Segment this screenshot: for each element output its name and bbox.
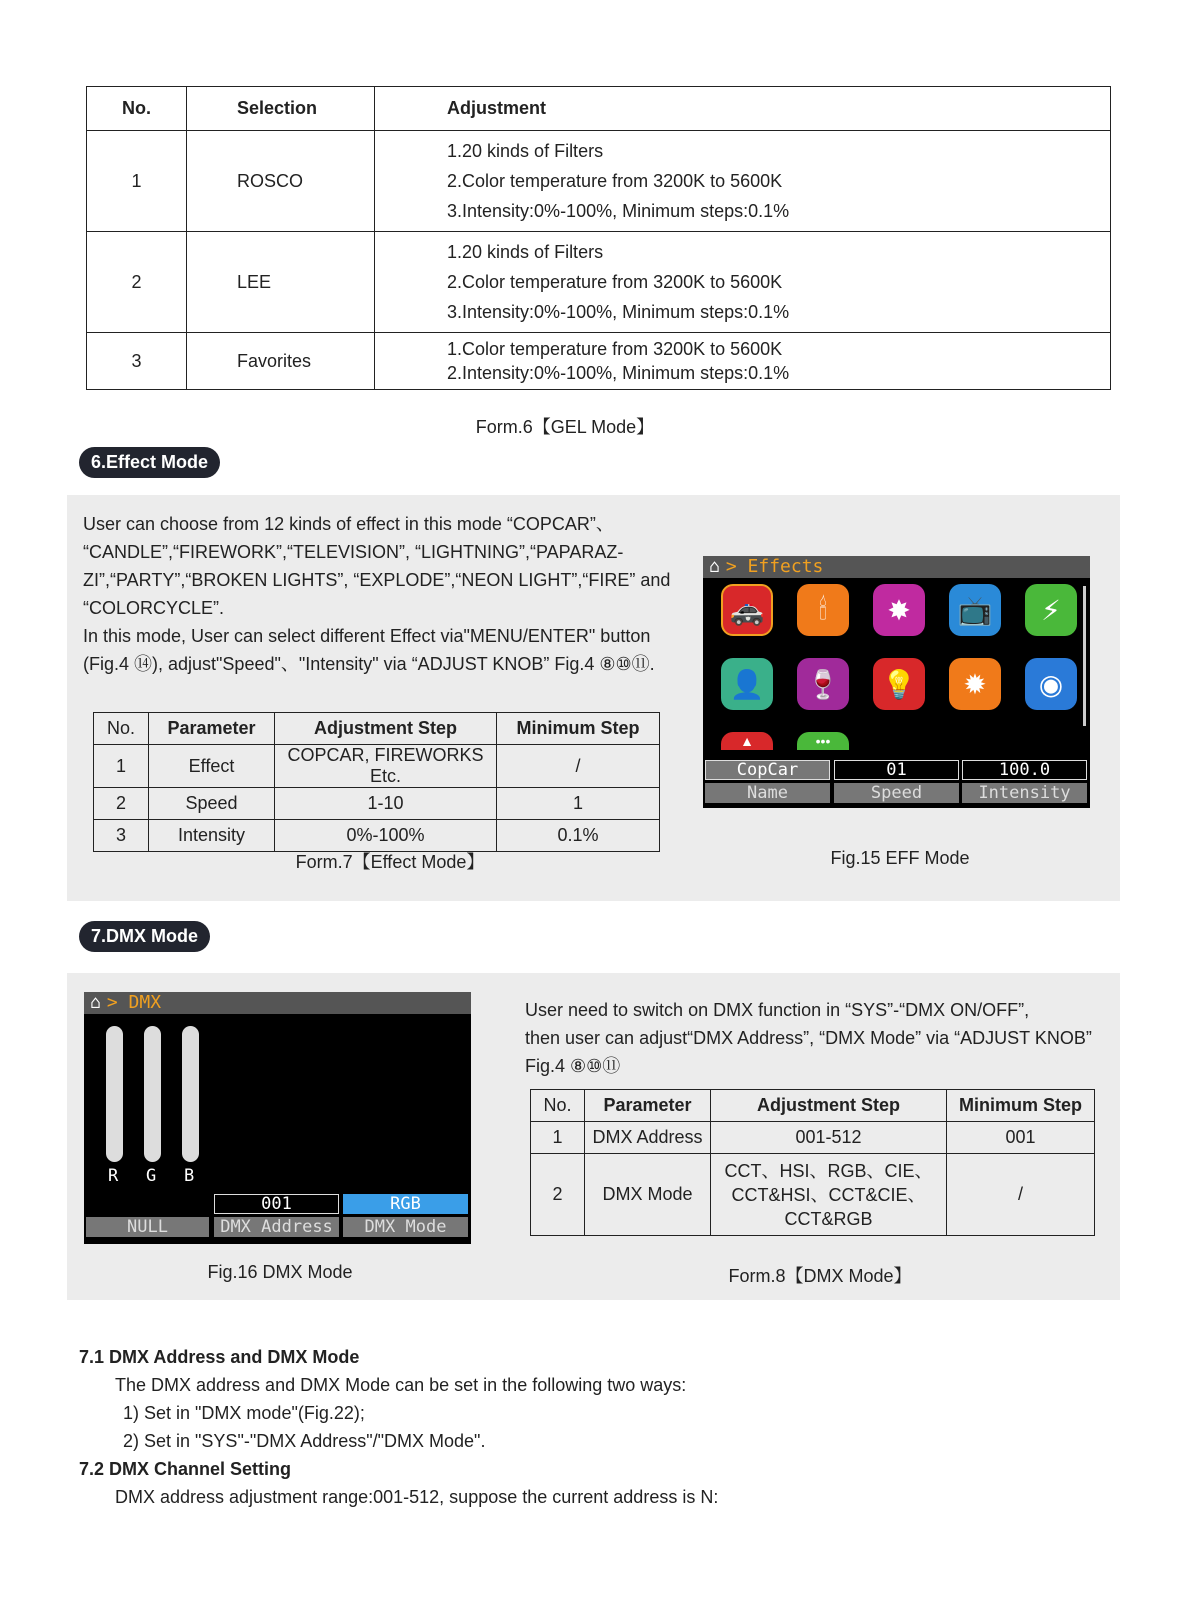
heading-7-1: 7.1 DMX Address and DMX Mode	[79, 1347, 360, 1367]
column-header: Minimum Step	[947, 1090, 1095, 1122]
table-row	[94, 745, 660, 788]
neon-light-effect-icon[interactable]: ◉	[1025, 658, 1077, 710]
column-header: No.	[94, 713, 149, 745]
adjustment-line: 3.Intensity:0%-100%, Minimum steps:0.1%	[447, 201, 790, 221]
green-label: G	[146, 1166, 157, 1186]
television-effect-icon[interactable]: 📺	[949, 584, 1001, 636]
table-cell: 001-512	[711, 1122, 947, 1154]
screen-header	[703, 556, 1090, 578]
dmx-address-label: DMX Address	[214, 1217, 339, 1237]
table-row	[531, 1122, 1095, 1154]
dmx-address-value[interactable]: 001	[214, 1194, 339, 1214]
table-row	[94, 820, 660, 852]
fig15-caption: Fig.15 EFF Mode	[830, 848, 970, 868]
text-line: “COLORCYCLE”.	[83, 598, 225, 618]
text-line: (Fig.4 ⑭), adjust"Speed"、"Intensity" via “ADJUST KNOB” Fig.4 ⑧⑩⑪.	[83, 654, 655, 674]
copcar-effect-icon[interactable]: 🚓	[721, 584, 773, 636]
adjustment-line: 2.Color temperature from 3200K to 5600K	[447, 272, 783, 292]
lightning-effect-icon[interactable]: ⚡	[1025, 584, 1077, 636]
table-header-row	[94, 713, 660, 745]
effects-screen	[703, 556, 1090, 808]
table-cell: 2	[531, 1154, 585, 1236]
text-line: User need to switch on DMX function in “SYS”-“DMX ON/OFF”,	[525, 1000, 1030, 1020]
gel-mode-table	[86, 86, 1111, 390]
blue-label: B	[184, 1166, 195, 1186]
table-row	[87, 131, 1111, 232]
row-adjustment	[375, 131, 1111, 232]
adjustment-line: 1.Color temperature from 3200K to 5600K	[447, 339, 783, 359]
intensity-label: Intensity	[962, 783, 1087, 803]
column-header: No.	[531, 1090, 585, 1122]
row-adjustment	[375, 333, 1111, 390]
paparazzi-effect-icon[interactable]: 👤	[721, 658, 773, 710]
party-effect-icon[interactable]: 🍷	[797, 658, 849, 710]
list-item: 1) Set in "DMX mode"(Fig.22);	[123, 1403, 365, 1423]
column-header: Selection	[187, 87, 375, 131]
text-line: User can choose from 12 kinds of effect in this mode “COPCAR”、	[83, 514, 614, 534]
column-header: Parameter	[585, 1090, 711, 1122]
column-header: Adjustment	[375, 87, 1111, 131]
heading-7-2: 7.2 DMX Channel Setting	[79, 1459, 292, 1479]
table-cell: 001	[947, 1122, 1095, 1154]
effect-paragraph	[83, 510, 683, 678]
firework-effect-icon[interactable]: ✸	[873, 584, 925, 636]
fig16-caption: Fig.16 DMX Mode	[207, 1262, 353, 1282]
colorcycle-effect-icon[interactable]: •••	[797, 732, 849, 750]
column-header: Parameter	[149, 713, 275, 745]
column-header: Adjustment Step	[275, 713, 497, 745]
row-selection: ROSCO	[187, 131, 375, 232]
table-row	[94, 788, 660, 820]
paragraph: DMX address adjustment range:001-512, suppose the current address is N:	[115, 1487, 719, 1507]
step-line: CCT&RGB	[784, 1208, 873, 1229]
table-cell: 1	[531, 1122, 585, 1154]
form8-caption: Form.8【DMX Mode】	[728, 1266, 912, 1286]
table-cell: 1-10	[275, 788, 497, 820]
table-row	[531, 1154, 1095, 1236]
screen-header	[84, 992, 471, 1014]
adjustment-line: 1.20 kinds of Filters	[447, 141, 604, 161]
paragraph: The DMX address and DMX Mode can be set in the following two ways:	[115, 1375, 687, 1395]
step-line: CCT&HSI、CCT&CIE、	[731, 1184, 926, 1205]
text-line: In this mode, User can select different Effect via"MENU/ENTER" button	[83, 626, 651, 646]
dmx-mode-value[interactable]: RGB	[343, 1194, 468, 1214]
home-icon: ⌂	[90, 992, 101, 1013]
text-line: then user can adjust“DMX Address”, “DMX Mode” via “ADJUST KNOB”	[525, 1028, 1092, 1048]
row-selection: LEE	[187, 232, 375, 333]
red-label: R	[108, 1166, 119, 1186]
text-line: ZI”,“PARTY”,“BROKEN LIGHTS”, “EXPLODE”,“NEON LIGHT”,“FIRE” and	[83, 570, 671, 590]
table-cell: Speed	[149, 788, 275, 820]
table-cell: /	[947, 1154, 1095, 1236]
blue-channel-bar[interactable]	[182, 1026, 199, 1162]
table-row	[87, 333, 1111, 390]
dmx-mode-label: DMX Mode	[343, 1217, 468, 1237]
speed-label: Speed	[834, 783, 959, 803]
red-channel-bar[interactable]	[106, 1026, 123, 1162]
broken-lights-effect-icon[interactable]: 💡	[873, 658, 925, 710]
section-title-effect: 6.Effect Mode	[79, 447, 220, 478]
dmx-screen	[84, 992, 471, 1244]
form7-caption: Form.7【Effect Mode】	[295, 852, 485, 872]
row-number: 2	[87, 232, 187, 333]
table-cell: DMX Address	[585, 1122, 711, 1154]
table-header-row	[531, 1090, 1095, 1122]
step-line: CCT、HSI、RGB、CIE、	[724, 1160, 933, 1181]
row-number: 3	[87, 333, 187, 390]
section-title-dmx: 7.DMX Mode	[79, 921, 210, 952]
effect-name-value[interactable]: CopCar	[705, 760, 830, 780]
breadcrumb: > Effects	[725, 556, 824, 577]
form6-caption: Form.6【GEL Mode】	[475, 417, 655, 437]
home-icon: ⌂	[709, 556, 720, 577]
scrollbar[interactable]	[1083, 586, 1086, 726]
column-header: Adjustment Step	[711, 1090, 947, 1122]
column-header: Minimum Step	[497, 713, 660, 745]
table-cell: /	[497, 745, 660, 788]
table-cell	[711, 1154, 947, 1236]
table-cell: 2	[94, 788, 149, 820]
green-channel-bar[interactable]	[144, 1026, 161, 1162]
fire-effect-icon[interactable]: ▲	[721, 732, 773, 750]
row-adjustment	[375, 232, 1111, 333]
table-cell: DMX Mode	[585, 1154, 711, 1236]
table-cell: COPCAR, FIREWORKS Etc.	[275, 745, 497, 788]
intensity-value[interactable]: 100.0	[962, 760, 1087, 780]
table-cell: 0.1%	[497, 820, 660, 852]
adjustment-line: 3.Intensity:0%-100%, Minimum steps:0.1%	[447, 302, 790, 322]
text-line: Fig.4 ⑧⑩⑪	[525, 1056, 621, 1076]
adjustment-line: 1.20 kinds of Filters	[447, 242, 604, 262]
dmx-mode-table	[530, 1089, 1095, 1236]
adjustment-line: 2.Color temperature from 3200K to 5600K	[447, 171, 783, 191]
effect-mode-table	[93, 712, 660, 852]
table-cell: Effect	[149, 745, 275, 788]
null-label: NULL	[86, 1217, 209, 1237]
adjustment-line: 2.Intensity:0%-100%, Minimum steps:0.1%	[447, 363, 790, 383]
candle-effect-icon[interactable]: 🕯	[797, 584, 849, 636]
text-line: “CANDLE”,“FIREWORK”,“TELEVISION”, “LIGHTNING”,“PAPARAZ-	[83, 542, 624, 562]
row-number: 1	[87, 131, 187, 232]
row-selection: Favorites	[187, 333, 375, 390]
table-row	[87, 232, 1111, 333]
name-label: Name	[705, 783, 830, 803]
table-cell: 1	[497, 788, 660, 820]
list-item: 2) Set in "SYS"-"DMX Address"/"DMX Mode".	[123, 1431, 486, 1451]
breadcrumb: > DMX	[106, 992, 162, 1013]
table-cell: 3	[94, 820, 149, 852]
speed-value[interactable]: 01	[834, 760, 959, 780]
explode-effect-icon[interactable]: ✹	[949, 658, 1001, 710]
table-cell: Intensity	[149, 820, 275, 852]
table-cell: 1	[94, 745, 149, 788]
column-header: No.	[87, 87, 187, 131]
table-cell: 0%-100%	[275, 820, 497, 852]
dmx-paragraph	[525, 996, 1115, 1080]
table-header-row	[87, 87, 1111, 131]
